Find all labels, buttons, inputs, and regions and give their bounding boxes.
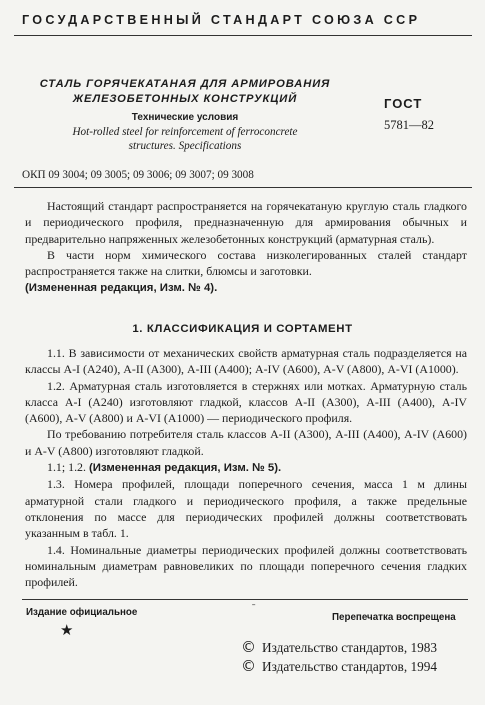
copyright-1994	[241, 657, 437, 675]
clause-1-2: 1.2. Арматурная сталь изготовляется в стержнях или мотках. Арматурную сталь класса А-I (А240) изготовляют гладкой, классов А-II (А300), А-III (А400), А-IV (А600), А-V (А800) и А-VI (А1000) — периодического профиля.	[25, 378, 467, 426]
official-edition: Издание официальное	[26, 607, 138, 618]
section-1-heading: 1. КЛАССИФИКАЦИЯ И СОРТАМЕНТ	[132, 323, 353, 335]
copyright-1983	[241, 638, 437, 656]
intro-paragraph-2	[25, 247, 467, 297]
change-note-4: (Измененная редакция, Изм. № 4).	[25, 282, 218, 295]
intro-paragraph-1: Настоящий стандарт распространяется на горячекатаную круглую сталь гладкого и периодического профиля, предназначенную для армирования обычных и предварительно напряженных железобетонных конструкций (арматурная сталь).	[25, 199, 467, 246]
title-rule	[14, 187, 472, 188]
okp-codes: ОКП 09 3004; 09 3005; 09 3006; 09 3007; 09 3008	[22, 169, 254, 181]
section-1-text	[25, 345, 467, 590]
title-block	[20, 77, 350, 153]
clause-1-1: 1.1. В зависимости от механических свойств арматурная сталь подразделяется на классы А-I (А240), А-II (А300), А-III (А400); А-IV (А600), А-V (А800), А-VI (А1000).	[25, 346, 467, 377]
subtitle: Технические условия	[131, 112, 239, 123]
clause-1-3: 1.3. Номера профилей, площади поперечного сечения, масса 1 м длины арматурной стали гладкого и периодического профиля, а также предельные отклонения по массе для периодических профилей должны соответствовать указанным в табл. 1.	[25, 477, 467, 541]
footer-rule	[22, 599, 468, 600]
change-note-5	[25, 459, 467, 476]
copyright-1994-text: Издательство стандартов, 1994	[262, 659, 438, 674]
copyright-1983-text: Издательство стандартов, 1983	[262, 640, 438, 655]
copyright-icon: ©	[241, 657, 256, 675]
change-note-5-bold: (Измененная редакция, Изм. № 5).	[88, 462, 282, 475]
header-rule	[14, 35, 472, 36]
english-title-line-1: Hot-rolled steel for reinforcement of ferroconcrete	[72, 126, 298, 138]
title-line-2: ЖЕЛЕЗОБЕТОННЫХ КОНСТРУКЦИЙ	[72, 93, 298, 105]
dash-mark: ˉ	[252, 603, 256, 614]
clause-1-4: 1.4. Номинальные диаметры периодических профилей должны соответствовать номинальным диаметрам равновеликих по площади поперечного сечения гладких профилей.	[25, 542, 467, 590]
gost-label: ГОСТ	[384, 96, 423, 111]
intro-text	[25, 198, 467, 297]
clause-1-2-customer: По требованию потребителя сталь классов А-II (А300), А-III (А400), А-IV (А600) и А-V (А800) изготовляют гладкой.	[25, 427, 467, 458]
gost-number: 5781—82	[384, 118, 434, 132]
english-title-line-2: structures. Specifications	[128, 140, 242, 152]
state-standard-header: ГОСУДАРСТВЕННЫЙ СТАНДАРТ СОЮЗА ССР	[22, 13, 421, 27]
copyright-icon: ©	[241, 638, 256, 656]
change-note-5-prefix: 1.1; 1.2.	[47, 460, 86, 475]
reprint-prohibited: Перепечатка воспрещена	[332, 612, 456, 623]
intro-paragraph-2-text: В части норм химического состава низколегированных сталей стандарт распространяется также на слитки, блюмсы и заготовки.	[25, 247, 467, 279]
star-icon: ★	[60, 623, 74, 639]
title-line-1: СТАЛЬ ГОРЯЧЕКАТАНАЯ ДЛЯ АРМИРОВАНИЯ	[39, 78, 331, 90]
